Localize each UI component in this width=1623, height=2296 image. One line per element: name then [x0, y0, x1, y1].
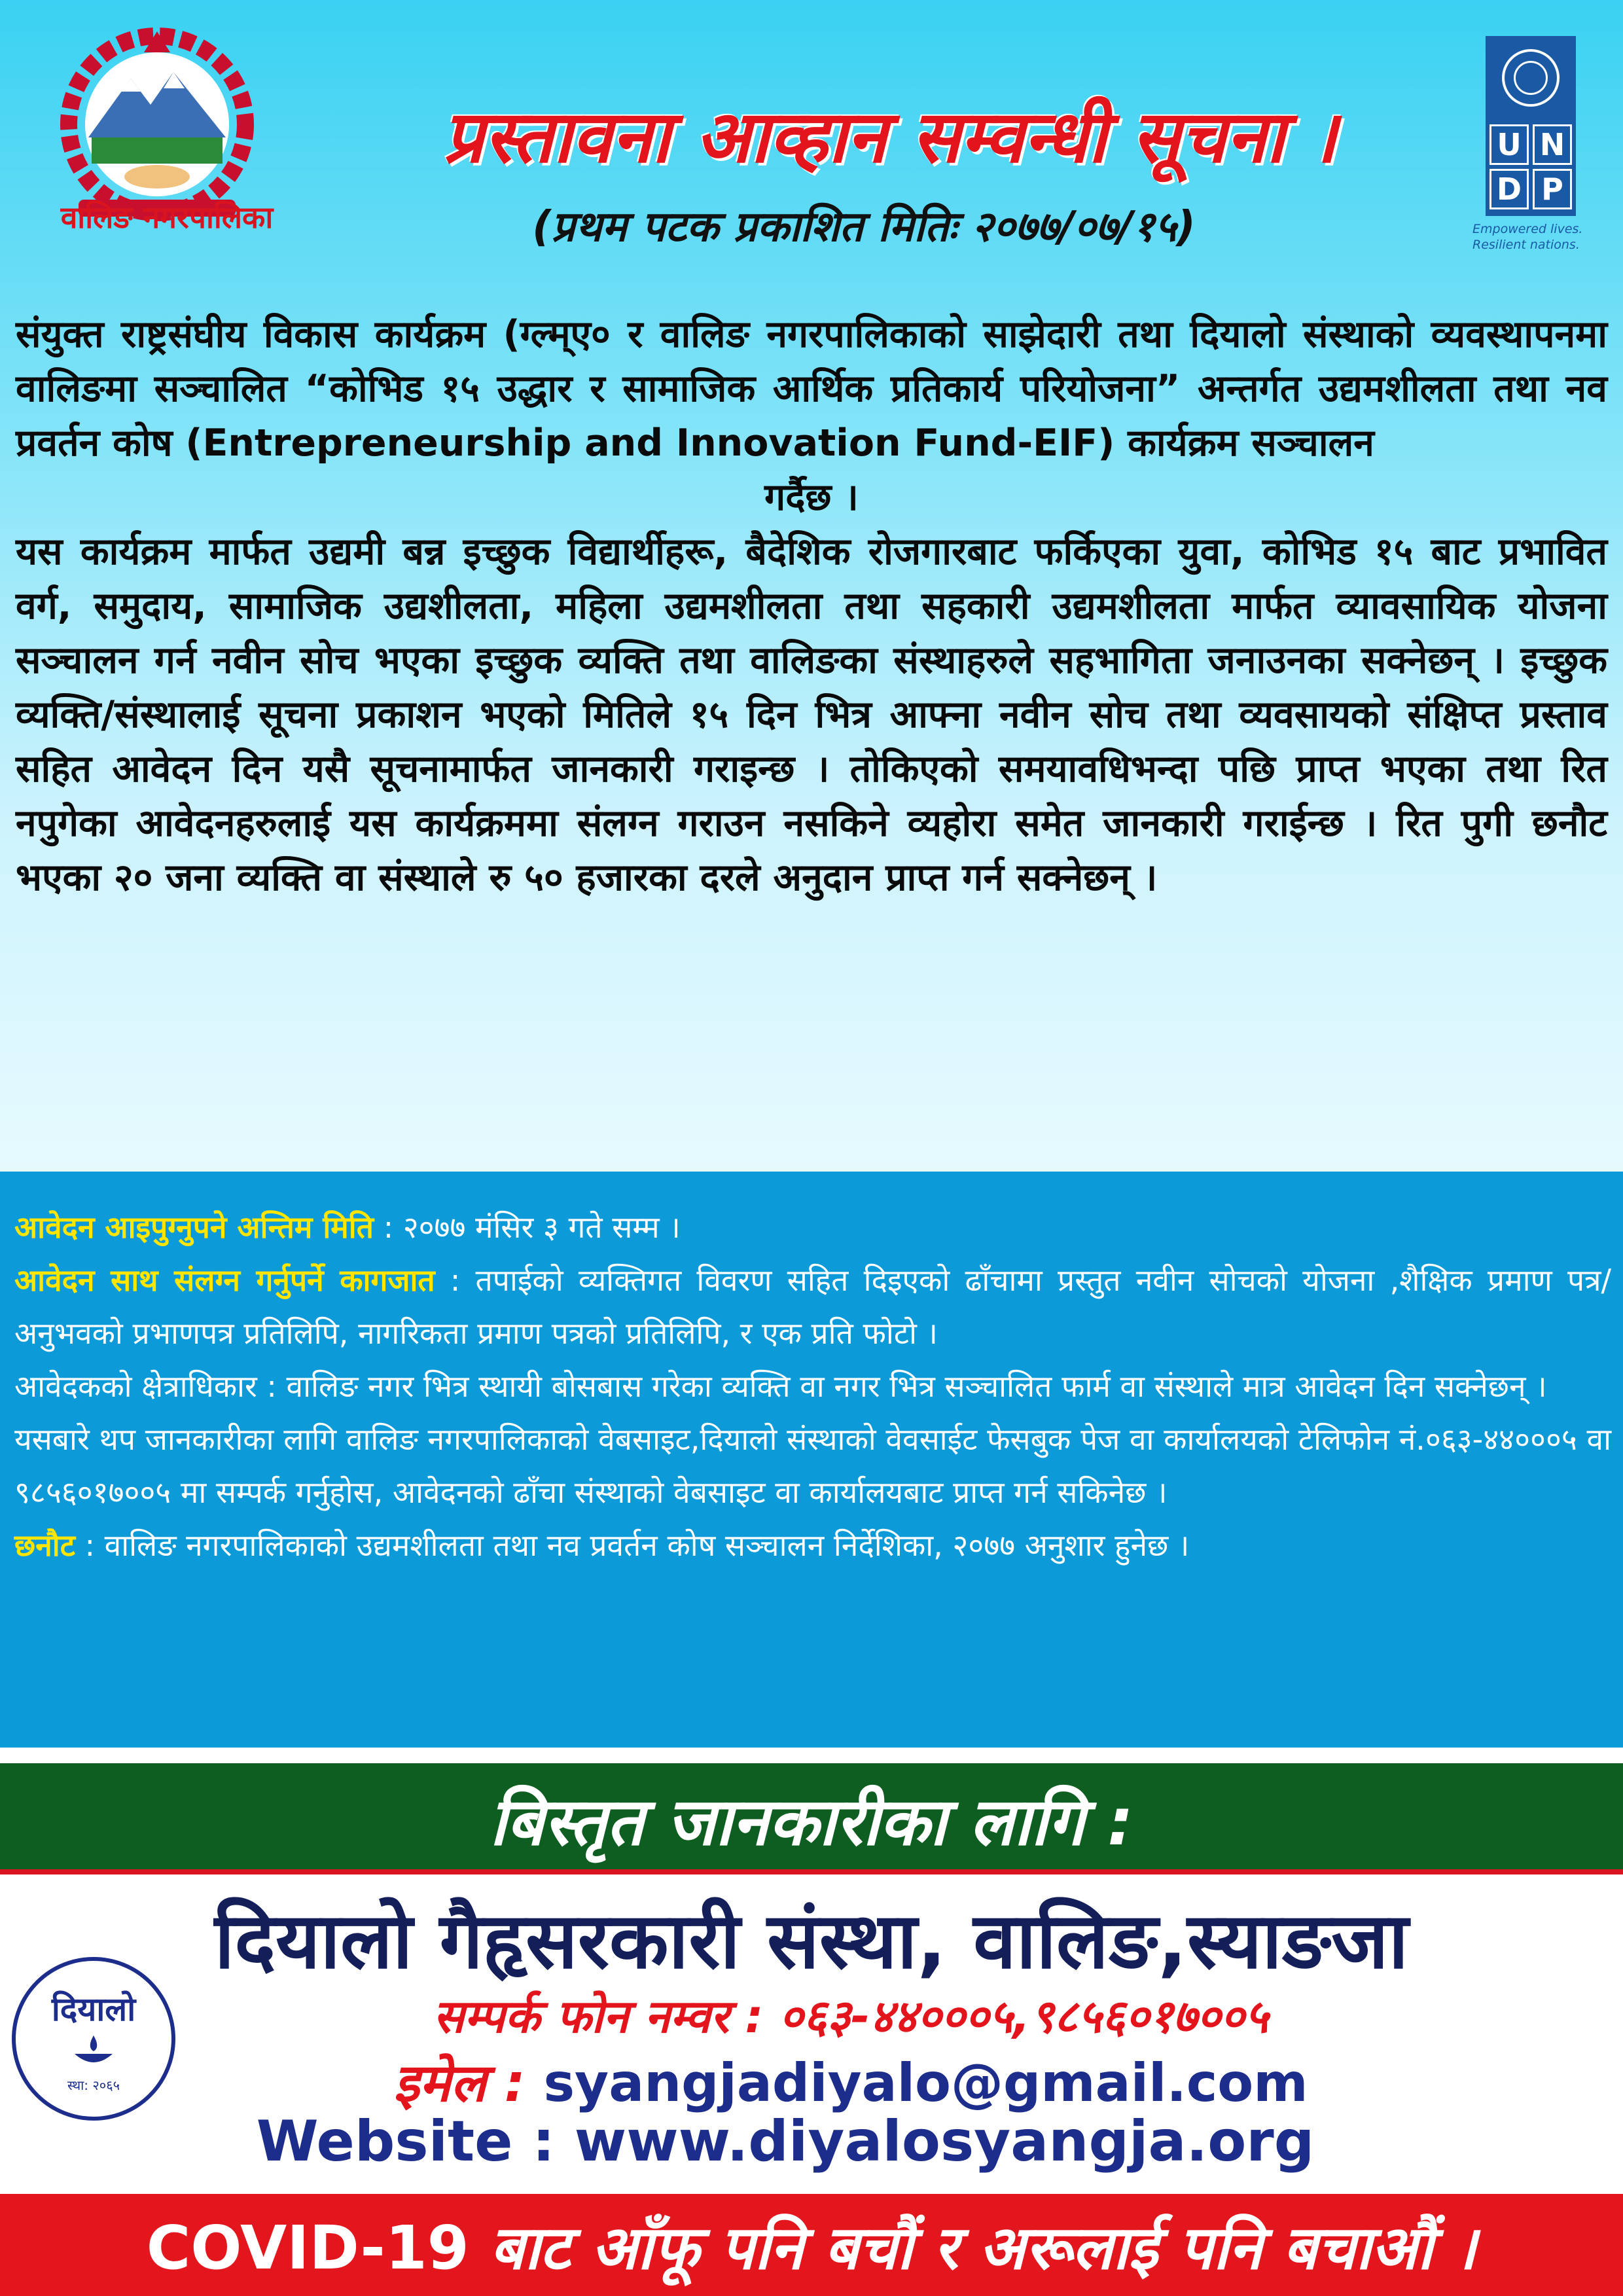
covid-message [0, 2204, 1623, 2286]
divider [0, 1748, 1623, 1763]
municipality-name: वालिङ नगरपालिका [60, 200, 274, 235]
jurisdiction-line: आवेदकको क्षेत्राधिकार : वालिङ नगर भित्र स्थायी बोसबास गरेका व्यक्ति वा नगर भित्र सञ्चालित फार्म वा संस्थाले मात्र आवेदन दिन सक्नेछन् । [14, 1369, 1547, 1404]
lamp-icon [71, 2033, 116, 2072]
email-link[interactable]: syangjadiyalo@gmail.com [543, 2053, 1308, 2113]
deadline-label: आवेदन आइपुग्नुपने अन्तिम मिति [14, 1210, 374, 1245]
undp-letter: U [1489, 124, 1529, 165]
deadline-line [14, 1201, 1611, 1254]
undp-logo [1486, 36, 1576, 216]
selection-label: छनौट [14, 1528, 75, 1563]
email-line [131, 2045, 1571, 2117]
contact-heading: बिस्तृत जानकारीका लागि : [489, 1784, 1134, 1860]
undp-letter: D [1489, 169, 1529, 209]
documents-value: : तपाईको व्यक्तिगत विवरण सहित दिइएको ढाँचामा प्रस्तुत नवीन सोचको योजना ,शैक्षिक प्रमाण पत्र/अनुभवको प्रभाणपत्र प्रतिलिपि, नागरिकता प्रमाण पत्रको प्रतिलिपि, र एक प्रति फोटो । [14, 1263, 1611, 1351]
undp-letter: P [1533, 169, 1572, 209]
details-text [14, 1201, 1611, 1572]
notice-title: प्रस्तावना आव्हान सम्वन्धी सूचना । [443, 95, 1337, 179]
organization-name: दियालो गैहृसरकारी संस्था, वालिङ,स्याङजा [214, 1895, 1409, 1986]
publish-date: (प्रथम पटक प्रकाशित मितिः २०७७/०७/१५) [532, 203, 1196, 251]
more-info-line: यसबारे थप जानकारीका लागि वालिङ नगरपालिकाको वेबसाइट,दियालो संस्थाको वेवसाईट फेसबुक पेज वा कार्यालयको टेलिफोन नं.०६३-४४०००५ वा ९८५६०१७००५ मा सम्पर्क गर्नुहोस, आवेदनको ढाँचा संस्थाको वेबसाइट वा कार्यालयबाट प्राप्त गर्न सकिनेछ । [14, 1422, 1611, 1510]
documents-label: आवेदन साथ संलग्न गर्नुपर्ने कागजात [14, 1263, 435, 1298]
un-globe-icon [1502, 49, 1560, 107]
covid-prefix: COVID-19 [146, 2213, 490, 2283]
selection-value: : वालिङ नगरपालिकाको उद्यमशीलता तथा नव प्रवर्तन कोष सञ्चालन निर्देशिका, २०७७ अनुशार हुनेछ । [84, 1528, 1190, 1563]
program-paragraph: यस कार्यक्रम मार्फत उद्यमी बन्न इच्छुक विद्यार्थीहरू, बैदेशिक रोजगारबाट फर्किएका युवा, कोभिड १५ बाट प्रभावित वर्ग, समुदाय, सामाजिक उद्यशीलता, महिला उद्यमशीलता तथा सहकारी उद्यमशीलता मार्फत व्यावसायिक योजना सञ्चालन गर्न नवीन सोच भएका इच्छुक व्यक्ति तथा वालिङका संस्थाहरुले सहभागिता जनाउनका सक्नेछन् । इच्छुक व्यक्ति/संस्थालाई सूचना प्रकाशन भएको मितिले १५ दिन भित्र आफ्ना नवीन सोच तथा व्यवसायको संक्षिप्त प्रस्ताव सहित आवेदन दिन यसै सूचनामार्फत जानकारी गराइन्छ । तोकिएको समयावधिभन्दा पछि प्राप्त भएका तथा रित नपुगेका आवेदनहरुलाई यस कार्यक्रममा संलग्न गराउन नसकिने व्यहोरा समेत जानकारी गराईन्छ । रित पुगी छनौट भएका २० जना व्यक्ति वा संस्थाले रु ५० हजारका दरले अनुदान प्राप्त गर्न सक्नेछन् । [16, 530, 1607, 899]
documents-line [14, 1254, 1611, 1360]
intro-paragraph-end: गर्दैछ । [764, 476, 859, 519]
notice-body [16, 308, 1607, 905]
website-link[interactable]: Website : www.diyalosyangja.org [256, 2109, 1315, 2174]
diyalo-logo: दियालो स्था: २०६५ [12, 1957, 175, 2121]
undp-tagline: Empowered lives. Resilient nations. [1472, 222, 1583, 252]
undp-letter: N [1533, 124, 1572, 165]
deadline-value: : २०७७ मंसिर ३ गते सम्म । [383, 1210, 681, 1245]
email-label: इमेल : [393, 2053, 544, 2113]
phone-numbers: सम्पर्क फोन नम्वर : ०६३-४४०००५,९८५६०१७००५ [433, 1990, 1268, 2043]
intro-paragraph: संयुक्त राष्ट्रसंघीय विकास कार्यक्रम (ग्ल्म्ए० र वालिङ नगरपालिकाको साझेदारी तथा दियालो संस्थाको व्यवस्थापनमा वालिङमा सञ्चालित “कोभिड १५ उद्धार र सामाजिक आर्थिक प्रतिकार्य परियोजना” अन्तर्गत उद्यमशीलता तथा नव प्रवर्तन कोष (Entrepreneurship and Innovation Fund-EIF) कार्यक्रम सञ्चालन [16, 313, 1607, 465]
covid-slogan: बाट आँफू पनि बचौं र अरूलाई पनि बचाऔं । [490, 2213, 1477, 2283]
selection-line [14, 1519, 1611, 1572]
